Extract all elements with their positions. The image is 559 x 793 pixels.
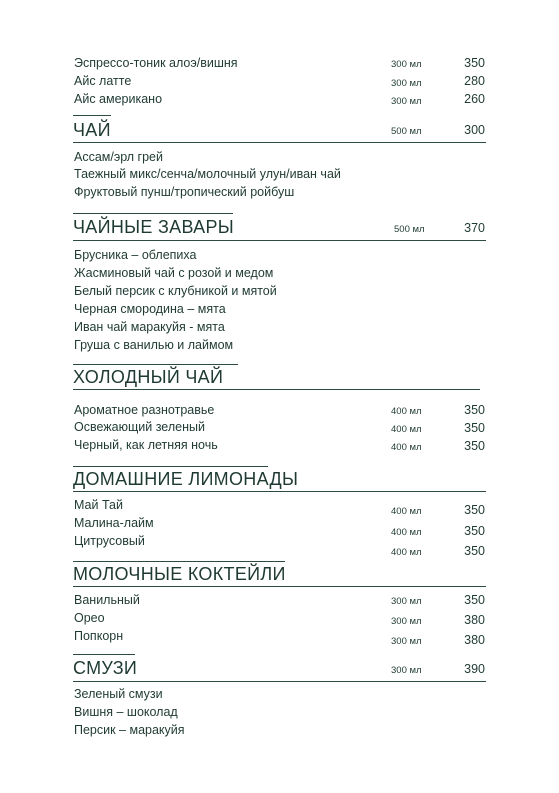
section-title-tea: ЧАЙ — [73, 120, 111, 140]
menu-item-name: Таежный микс/сенча/молочный улун/иван чай — [74, 167, 341, 181]
menu-item-price: 350 — [464, 544, 485, 558]
menu-item-volume: 300 мл — [391, 636, 422, 647]
section-rule-top — [73, 561, 285, 562]
menu-item-name: Айс латте — [74, 74, 132, 88]
menu-item-name: Черная смородина – мята — [74, 302, 226, 316]
section-title-lemonades: ДОМАШНИЕ ЛИМОНАДЫ — [73, 469, 299, 489]
menu-item-name: Черный, как летняя ночь — [74, 438, 218, 452]
section-volume: 300 мл — [391, 665, 422, 676]
menu-item-name: Груша с ванилью и лаймом — [74, 338, 234, 352]
menu-item-name: Вишня – шоколад — [74, 705, 178, 719]
menu-item-name: Ассам/эрл грей — [74, 150, 163, 164]
menu-item-price: 350 — [464, 503, 485, 517]
menu-item-price: 280 — [464, 74, 485, 88]
section-rule-bottom — [73, 586, 486, 587]
menu-item-price: 350 — [464, 439, 485, 453]
section-volume: 500 мл — [394, 224, 425, 235]
menu-item-name: Фруктовый пунш/тропический ройбуш — [74, 185, 295, 199]
menu-item-name: Попкорн — [74, 629, 124, 643]
menu-item-volume: 400 мл — [391, 442, 422, 453]
menu-item-volume: 400 мл — [391, 527, 422, 538]
menu-item-volume: 300 мл — [391, 78, 422, 89]
menu-item-name: Айс американо — [74, 92, 163, 106]
section-title-smoothies: СМУЗИ — [73, 658, 138, 678]
menu-item-name: Ароматное разнотравье — [74, 403, 215, 417]
menu-item-name: Ванильный — [74, 593, 140, 607]
menu-item-name: Эспрессо-тоник алоэ/вишня — [74, 56, 238, 70]
menu-item-price: 350 — [464, 56, 485, 70]
section-price: 300 — [464, 123, 485, 137]
menu-item-price: 380 — [464, 613, 485, 627]
section-rule-bottom — [73, 491, 486, 492]
menu-item-name: Иван чай маракуйя - мята — [74, 320, 225, 334]
menu-item-volume: 400 мл — [391, 424, 422, 435]
menu-item-name: Цитрусовый — [74, 534, 145, 548]
menu-item-volume: 300 мл — [391, 59, 422, 70]
section-volume: 500 мл — [391, 126, 422, 137]
menu-item-volume: 400 мл — [391, 547, 422, 558]
section-title-milkshakes: МОЛОЧНЫЕ КОКТЕЙЛИ — [73, 564, 286, 584]
menu-item-name: Май Тай — [74, 498, 123, 512]
section-rule-top — [73, 213, 233, 214]
section-price: 370 — [464, 221, 485, 235]
menu-item-volume: 400 мл — [391, 406, 422, 417]
menu-item-volume: 300 мл — [391, 96, 422, 107]
menu-item-price: 380 — [464, 633, 485, 647]
menu-item-price: 260 — [464, 92, 485, 106]
section-title-cold-tea: ХОЛОДНЫЙ ЧАЙ — [73, 367, 224, 387]
menu-item-price: 350 — [464, 524, 485, 538]
menu-item-name: Орео — [74, 611, 105, 625]
menu-item-volume: 300 мл — [391, 616, 422, 627]
section-rule-bottom — [73, 681, 486, 682]
menu-item-volume: 400 мл — [391, 506, 422, 517]
menu-item-name: Жасминовый чай с розой и медом — [74, 266, 274, 280]
section-rule-bottom — [73, 389, 480, 390]
section-rule-bottom — [73, 142, 486, 143]
menu-item-volume: 300 мл — [391, 596, 422, 607]
menu-item-name: Белый персик с клубникой и мятой — [74, 284, 277, 298]
section-rule-top — [73, 115, 111, 116]
section-title-brews: ЧАЙНЫЕ ЗАВАРЫ — [73, 217, 235, 237]
section-rule-top — [73, 364, 238, 365]
menu-item-name: Малина-лайм — [74, 516, 154, 530]
menu-item-price: 350 — [464, 593, 485, 607]
section-price: 390 — [464, 662, 485, 676]
menu-item-name: Зеленый смузи — [74, 687, 163, 701]
menu-item-price: 350 — [464, 403, 485, 417]
menu-item-name: Освежающий зеленый — [74, 420, 205, 434]
section-rule-bottom — [73, 240, 486, 241]
menu-item-name: Брусника – облепиха — [74, 248, 197, 262]
section-rule-top — [73, 466, 268, 467]
section-rule-top — [73, 654, 135, 655]
menu-item-price: 350 — [464, 421, 485, 435]
menu-item-name: Персик – маракуйя — [74, 723, 185, 737]
